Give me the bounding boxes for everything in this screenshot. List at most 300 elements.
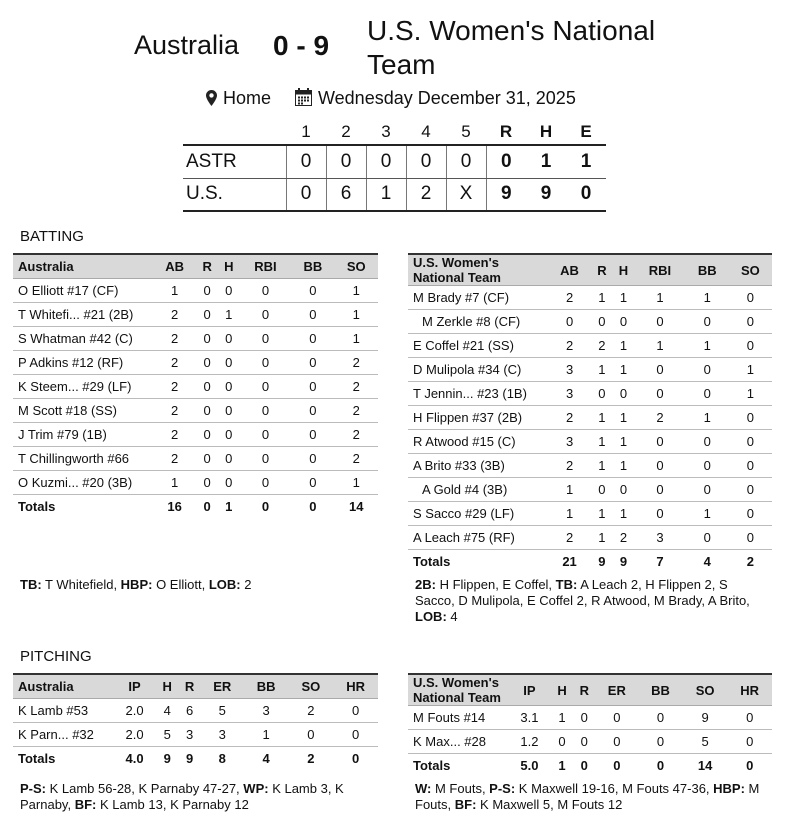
batting-table-home xyxy=(408,253,772,574)
column-header: SO xyxy=(683,674,728,706)
linescore-team: ASTR xyxy=(183,145,286,178)
inning-score: X xyxy=(446,178,486,211)
column-header: AB xyxy=(548,254,591,286)
stat-cell: 0 xyxy=(729,502,772,526)
stat-cell: 1 xyxy=(613,334,635,358)
pitching-table-home xyxy=(408,673,772,778)
pitching-notes-home xyxy=(415,781,765,813)
stat-cell: 9 xyxy=(683,706,728,730)
note-text: K Maxwell 5, M Fouts 12 xyxy=(476,797,623,812)
stat-cell: 1 xyxy=(613,406,635,430)
stat-cell: 6 xyxy=(178,698,200,722)
runs-header: R xyxy=(499,121,513,141)
stat-cell: 1 xyxy=(686,286,729,310)
stat-cell: 3 xyxy=(634,526,685,550)
player-row xyxy=(13,470,378,494)
hits-total: 9 xyxy=(526,178,566,211)
batting-notes-home xyxy=(415,577,765,625)
note-text: K Lamb 56-28, K Parnaby 47-27, xyxy=(46,781,244,796)
inning-header: 2 xyxy=(341,121,351,141)
column-header: ER xyxy=(595,674,638,706)
stat-cell: 0 xyxy=(333,698,378,722)
stat-cell: 0 xyxy=(548,310,591,334)
player-name: T Jennin... #23 (1B) xyxy=(408,382,548,406)
stat-cell: 0 xyxy=(240,326,292,350)
stat-cell: 0 xyxy=(634,310,685,334)
column-header: R xyxy=(196,254,218,278)
player-name: D Mulipola #34 (C) xyxy=(408,358,548,382)
note-label: HBP: xyxy=(120,577,153,592)
final-score: 0 - 9 xyxy=(273,30,330,61)
stat-cell: 2 xyxy=(548,526,591,550)
player-row xyxy=(408,454,772,478)
note-text: K Lamb 3, K Parnaby, xyxy=(20,781,344,812)
note-label: HBP: xyxy=(713,781,745,796)
pitching-notes-away xyxy=(20,781,380,813)
batting-section-title: BATTING xyxy=(20,228,84,245)
hits-header: H xyxy=(539,121,553,141)
player-row xyxy=(408,382,772,406)
stat-cell: 0 xyxy=(729,310,772,334)
totals-label: Totals xyxy=(13,494,153,518)
stat-cell: 2 xyxy=(548,454,591,478)
pitching-table-away xyxy=(13,673,378,770)
total-cell: 0 xyxy=(333,746,378,770)
player-name: R Atwood #15 (C) xyxy=(408,430,548,454)
stat-cell: 0 xyxy=(729,334,772,358)
stat-cell: 0 xyxy=(240,470,292,494)
totals-label: Totals xyxy=(408,550,548,574)
stat-cell: 1 xyxy=(613,502,635,526)
stat-cell: 0 xyxy=(196,398,218,422)
stat-cell: 0 xyxy=(613,382,635,406)
stat-cell: 0 xyxy=(333,722,378,746)
total-cell: 0 xyxy=(727,754,772,778)
game-date xyxy=(295,88,576,109)
stat-cell: 1 xyxy=(729,358,772,382)
player-row xyxy=(13,398,378,422)
column-header: H xyxy=(551,674,573,706)
total-cell: 4 xyxy=(244,746,289,770)
note-label: TB: xyxy=(555,577,578,592)
stat-cell: 0 xyxy=(591,310,613,334)
stat-cell: 4 xyxy=(156,698,178,722)
player-row xyxy=(408,526,772,550)
total-cell: 0 xyxy=(638,754,683,778)
stat-cell: 1 xyxy=(613,358,635,382)
stat-cell: 0 xyxy=(634,358,685,382)
column-header: BB xyxy=(638,674,683,706)
player-name: S Whatman #42 (C) xyxy=(13,326,153,350)
stat-cell: 0 xyxy=(551,730,573,754)
stat-cell: 2 xyxy=(153,302,196,326)
inning-header: 5 xyxy=(461,121,471,141)
inning-score: 0 xyxy=(326,145,366,178)
stat-cell: 2 xyxy=(591,334,613,358)
stat-cell: 0 xyxy=(727,730,772,754)
column-header: R xyxy=(573,674,595,706)
location xyxy=(206,88,271,109)
total-cell: 9 xyxy=(613,550,635,574)
note-label: LOB: xyxy=(208,577,241,592)
stat-cell: 0 xyxy=(196,278,218,302)
total-cell: 0 xyxy=(240,494,292,518)
table-header-team: Australia xyxy=(13,674,113,698)
stat-cell: 2 xyxy=(153,326,196,350)
note-label: 2B: xyxy=(415,577,436,592)
player-row xyxy=(13,698,378,722)
total-cell: 2 xyxy=(288,746,333,770)
stat-cell: 2 xyxy=(335,446,378,470)
player-name: M Scott #18 (SS) xyxy=(13,398,153,422)
column-header: H xyxy=(156,674,178,698)
stat-cell: 1 xyxy=(686,334,729,358)
player-name: O Elliott #17 (CF) xyxy=(13,278,153,302)
player-row xyxy=(13,722,378,746)
table-header-row xyxy=(408,674,772,706)
stat-cell: 0 xyxy=(686,478,729,502)
stat-cell: 0 xyxy=(686,526,729,550)
total-cell: 0 xyxy=(573,754,595,778)
column-header: SO xyxy=(729,254,772,286)
note-text: M Fouts, xyxy=(431,781,490,796)
stat-cell: 2 xyxy=(153,422,196,446)
stat-cell: 2 xyxy=(548,334,591,358)
player-row xyxy=(408,406,772,430)
linescore-row-home xyxy=(183,178,606,211)
stat-cell: 0 xyxy=(291,470,334,494)
total-cell: 0 xyxy=(595,754,638,778)
total-cell: 1 xyxy=(218,494,240,518)
player-row xyxy=(13,422,378,446)
stat-cell: 2 xyxy=(153,398,196,422)
date-label: Wednesday December 31, 2025 xyxy=(318,88,576,108)
stat-cell: 1 xyxy=(548,478,591,502)
stat-cell: 1 xyxy=(613,454,635,478)
total-cell: 14 xyxy=(335,494,378,518)
totals-label: Totals xyxy=(13,746,113,770)
note-text: O Elliott, xyxy=(152,577,209,592)
inning-score: 0 xyxy=(446,145,486,178)
total-cell: 0 xyxy=(291,494,334,518)
stat-cell: 1 xyxy=(551,706,573,730)
stat-cell: 0 xyxy=(291,302,334,326)
stat-cell: 0 xyxy=(291,398,334,422)
inning-score: 0 xyxy=(286,178,326,211)
total-cell: 0 xyxy=(196,494,218,518)
stat-cell: 3 xyxy=(548,382,591,406)
stat-cell: 0 xyxy=(288,722,333,746)
stat-cell: 2 xyxy=(153,350,196,374)
hits-total: 1 xyxy=(526,145,566,178)
linescore-row-away xyxy=(183,145,606,178)
note-text: T Whitefield, xyxy=(41,577,121,592)
stat-cell: 2.0 xyxy=(113,722,156,746)
totals-row xyxy=(408,550,772,574)
stat-cell: 0 xyxy=(729,526,772,550)
player-name: J Trim #79 (1B) xyxy=(13,422,153,446)
stat-cell: 0 xyxy=(613,478,635,502)
column-header: BB xyxy=(686,254,729,286)
stat-cell: 0 xyxy=(634,382,685,406)
stat-cell: 5 xyxy=(683,730,728,754)
stat-cell: 0 xyxy=(240,350,292,374)
stat-cell: 0 xyxy=(218,374,240,398)
player-name: M Brady #7 (CF) xyxy=(408,286,548,310)
pitching-section-title: PITCHING xyxy=(20,648,92,665)
stat-cell: 3 xyxy=(178,722,200,746)
stat-cell: 1 xyxy=(686,502,729,526)
stat-cell: 1 xyxy=(218,302,240,326)
batting-table-away xyxy=(13,253,378,518)
totals-label: Totals xyxy=(408,754,508,778)
stat-cell: 0 xyxy=(291,350,334,374)
stat-cell: 1 xyxy=(591,454,613,478)
stat-cell: 1 xyxy=(153,470,196,494)
table-header-team: U.S. Women's National Team xyxy=(408,254,548,286)
column-header: SO xyxy=(288,674,333,698)
stat-cell: 1 xyxy=(335,470,378,494)
stat-cell: 3 xyxy=(244,698,289,722)
note-label: BF: xyxy=(454,797,477,812)
stat-cell: 0 xyxy=(240,278,292,302)
totals-row xyxy=(13,494,378,518)
player-name: M Zerkle #8 (CF) xyxy=(408,310,548,334)
total-cell: 21 xyxy=(548,550,591,574)
stat-cell: 0 xyxy=(638,706,683,730)
total-cell: 7 xyxy=(634,550,685,574)
errors-total: 1 xyxy=(566,145,606,178)
stat-cell: 1 xyxy=(634,286,685,310)
stat-cell: 2 xyxy=(548,286,591,310)
stat-cell: 1 xyxy=(613,430,635,454)
stat-cell: 0 xyxy=(240,374,292,398)
note-text: A Leach 2, H Flippen 2, S Sacco, D Mulipola, E Coffel 2, R Atwood, M Brady, A Brito, xyxy=(415,577,750,608)
stat-cell: 2 xyxy=(634,406,685,430)
stat-cell: 3 xyxy=(548,430,591,454)
stat-cell: 0 xyxy=(218,326,240,350)
totals-row xyxy=(408,754,772,778)
inning-header: 3 xyxy=(381,121,391,141)
totals-row xyxy=(13,746,378,770)
player-name: A Leach #75 (RF) xyxy=(408,526,548,550)
stat-cell: 1 xyxy=(591,406,613,430)
stat-cell: 1.2 xyxy=(508,730,551,754)
player-name: H Flippen #37 (2B) xyxy=(408,406,548,430)
player-row xyxy=(408,334,772,358)
stat-cell: 0 xyxy=(218,446,240,470)
stat-cell: 0 xyxy=(218,398,240,422)
stat-cell: 1 xyxy=(591,502,613,526)
stat-cell: 1 xyxy=(634,334,685,358)
player-row xyxy=(408,286,772,310)
player-row xyxy=(408,706,772,730)
column-header: RBI xyxy=(634,254,685,286)
stat-cell: 2 xyxy=(335,422,378,446)
stat-cell: 3 xyxy=(548,358,591,382)
total-cell: 4 xyxy=(686,550,729,574)
player-row xyxy=(408,502,772,526)
note-label: BF: xyxy=(74,797,97,812)
note-text: 2 xyxy=(240,577,252,592)
stat-cell: 2 xyxy=(548,406,591,430)
inning-score: 0 xyxy=(286,145,326,178)
total-cell: 14 xyxy=(683,754,728,778)
stat-cell: 1 xyxy=(244,722,289,746)
note-label: P-S: xyxy=(20,781,46,796)
table-header-row xyxy=(13,254,378,278)
stat-cell: 2 xyxy=(288,698,333,722)
stat-cell: 2 xyxy=(335,350,378,374)
stat-cell: 0 xyxy=(291,278,334,302)
inning-header: 4 xyxy=(421,121,431,141)
stat-cell: 0 xyxy=(686,382,729,406)
stat-cell: 0 xyxy=(291,374,334,398)
player-row xyxy=(408,730,772,754)
player-row xyxy=(408,430,772,454)
stat-cell: 2 xyxy=(335,398,378,422)
stat-cell: 1 xyxy=(548,502,591,526)
player-row xyxy=(13,302,378,326)
player-row xyxy=(408,310,772,334)
column-header: H xyxy=(218,254,240,278)
stat-cell: 0 xyxy=(686,454,729,478)
map-pin-icon xyxy=(206,90,217,106)
stat-cell: 0 xyxy=(729,406,772,430)
stat-cell: 1 xyxy=(335,278,378,302)
player-name: K Lamb #53 xyxy=(13,698,113,722)
stat-cell: 1 xyxy=(729,382,772,406)
stat-cell: 0 xyxy=(595,706,638,730)
note-text: H Flippen, E Coffel, xyxy=(435,577,556,592)
total-cell: 4.0 xyxy=(113,746,156,770)
stat-cell: 0 xyxy=(291,422,334,446)
stat-cell: 0 xyxy=(196,326,218,350)
stat-cell: 0 xyxy=(634,454,685,478)
linescore-header xyxy=(183,119,606,145)
player-name: E Coffel #21 (SS) xyxy=(408,334,548,358)
stat-cell: 0 xyxy=(196,374,218,398)
column-header: AB xyxy=(153,254,196,278)
stat-cell: 1 xyxy=(591,430,613,454)
inning-header: 1 xyxy=(301,121,311,141)
stat-cell: 0 xyxy=(218,350,240,374)
stat-cell: 1 xyxy=(335,326,378,350)
stat-cell: 1 xyxy=(613,286,635,310)
column-header: HR xyxy=(727,674,772,706)
stat-cell: 2 xyxy=(613,526,635,550)
total-cell: 9 xyxy=(178,746,200,770)
player-name: K Parn... #32 xyxy=(13,722,113,746)
stat-cell: 0 xyxy=(291,446,334,470)
stat-cell: 0 xyxy=(686,430,729,454)
stat-cell: 0 xyxy=(729,478,772,502)
stat-cell: 0 xyxy=(218,278,240,302)
stat-cell: 0 xyxy=(196,350,218,374)
stat-cell: 0 xyxy=(634,430,685,454)
column-header: RBI xyxy=(240,254,292,278)
note-label: P-S: xyxy=(489,781,516,796)
stat-cell: 1 xyxy=(591,358,613,382)
away-team-name: Australia xyxy=(134,30,240,60)
total-cell: 9 xyxy=(591,550,613,574)
total-cell: 16 xyxy=(153,494,196,518)
stat-cell: 5 xyxy=(156,722,178,746)
stat-cell: 0 xyxy=(638,730,683,754)
stat-cell: 0 xyxy=(634,478,685,502)
stat-cell: 2 xyxy=(153,374,196,398)
stat-cell: 0 xyxy=(196,302,218,326)
linescore-table xyxy=(183,119,606,212)
player-name: P Adkins #12 (RF) xyxy=(13,350,153,374)
note-text: K Lamb 13, K Parnaby 12 xyxy=(96,797,249,812)
inning-score: 0 xyxy=(366,145,406,178)
total-cell: 1 xyxy=(551,754,573,778)
stat-cell: 0 xyxy=(591,478,613,502)
total-cell: 5.0 xyxy=(508,754,551,778)
stat-cell: 0 xyxy=(196,470,218,494)
stat-cell: 0 xyxy=(729,286,772,310)
stat-cell: 0 xyxy=(634,502,685,526)
inning-score: 6 xyxy=(326,178,366,211)
stat-cell: 1 xyxy=(153,278,196,302)
stat-cell: 0 xyxy=(240,446,292,470)
runs-total: 9 xyxy=(486,178,526,211)
stat-cell: 0 xyxy=(240,302,292,326)
player-name: M Fouts #14 xyxy=(408,706,508,730)
stat-cell: 0 xyxy=(613,310,635,334)
stat-cell: 0 xyxy=(727,706,772,730)
stat-cell: 2.0 xyxy=(113,698,156,722)
stat-cell: 2 xyxy=(335,374,378,398)
inning-score: 2 xyxy=(406,178,446,211)
home-team-name: U.S. Women's National Team xyxy=(367,15,656,80)
stat-cell: 0 xyxy=(686,310,729,334)
stat-cell: 0 xyxy=(196,422,218,446)
table-header-team: U.S. Women's National Team xyxy=(408,674,508,706)
note-label: TB: xyxy=(20,577,42,592)
stat-cell: 0 xyxy=(729,430,772,454)
stat-cell: 0 xyxy=(196,446,218,470)
stat-cell: 3.1 xyxy=(508,706,551,730)
stat-cell: 0 xyxy=(218,470,240,494)
batting-notes-away xyxy=(20,577,370,593)
stat-cell: 0 xyxy=(591,382,613,406)
stat-cell: 1 xyxy=(686,406,729,430)
stat-cell: 1 xyxy=(591,526,613,550)
note-text: M Fouts, xyxy=(415,781,760,812)
player-row xyxy=(408,478,772,502)
player-name: A Gold #4 (3B) xyxy=(408,478,548,502)
player-row xyxy=(13,326,378,350)
stat-cell: 2 xyxy=(153,446,196,470)
column-header: ER xyxy=(201,674,244,698)
column-header: IP xyxy=(508,674,551,706)
player-name: K Steem... #29 (LF) xyxy=(13,374,153,398)
stat-cell: 0 xyxy=(686,358,729,382)
column-header: IP xyxy=(113,674,156,698)
table-header-row xyxy=(408,254,772,286)
note-text: 4 xyxy=(446,609,458,624)
stat-cell: 3 xyxy=(201,722,244,746)
player-name: O Kuzmi... #20 (3B) xyxy=(13,470,153,494)
inning-score: 1 xyxy=(366,178,406,211)
stat-cell: 0 xyxy=(240,398,292,422)
player-name: K Max... #28 xyxy=(408,730,508,754)
stat-cell: 0 xyxy=(729,454,772,478)
note-label: LOB: xyxy=(415,609,447,624)
stat-cell: 0 xyxy=(291,326,334,350)
